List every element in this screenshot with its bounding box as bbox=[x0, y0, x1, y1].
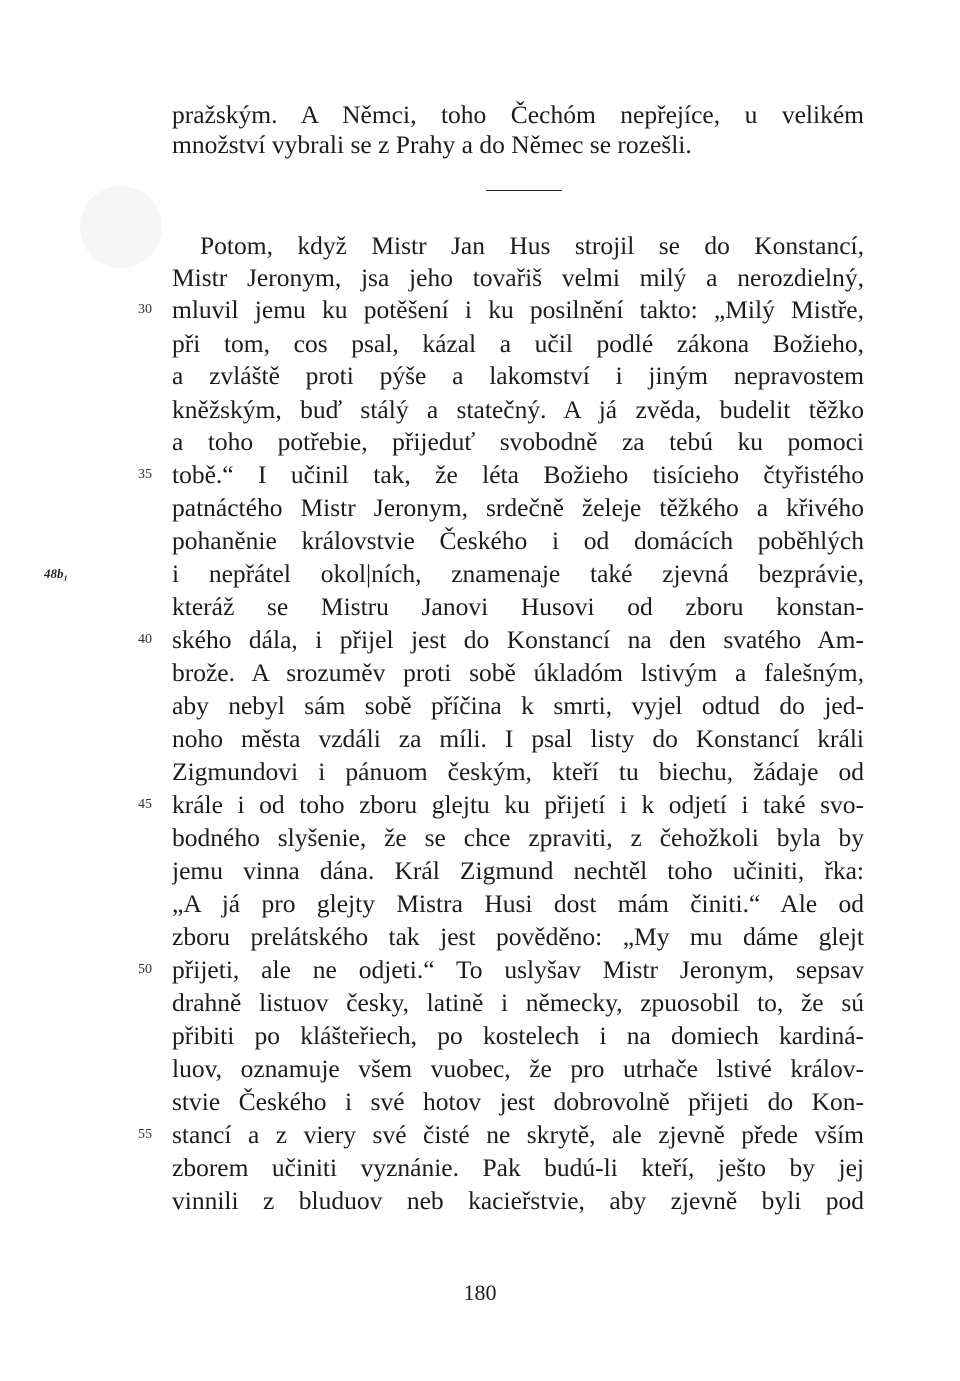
line-number: 35 bbox=[138, 467, 152, 482]
text-line: kteráž se Mistru Janovi Husovi od zboru konstan- bbox=[172, 592, 864, 621]
page-stain bbox=[80, 186, 162, 268]
text-line: pražským. A Němci, toho Čechóm nepřejíce, u velikém bbox=[172, 100, 864, 129]
text-line: tobě.“ I učinil tak, že léta Božieho tisícieho čtyřistého bbox=[172, 460, 864, 489]
text-line: stvie Českého i své hotov jest dobrovolně přijeti do Kon- bbox=[172, 1087, 864, 1116]
line-number: 55 bbox=[138, 1127, 152, 1142]
line-number: 40 bbox=[138, 632, 152, 647]
text-line: a zvláště proti pýše a lakomství i jiným nepravostem bbox=[172, 361, 864, 390]
text-line: krále i od toho zboru glejtu ku přijetí i k odjetí i také svo- bbox=[172, 790, 864, 819]
line-number: 30 bbox=[138, 302, 152, 317]
text-line: mluvil jemu ku potěšení i ku posilnění takto: „Milý Mistře, bbox=[172, 295, 864, 324]
text-line: při tom, cos psal, kázal a učil podlé zákona Božieho, bbox=[172, 329, 864, 358]
page-number: 180 bbox=[463, 1280, 497, 1305]
text-line: vinnili z bluduov neb kacieřstvie, aby zjevně byli pod bbox=[172, 1186, 864, 1215]
text-line: bodného slyšenie, že se chce zpraviti, z čehožkoli byla by bbox=[172, 823, 864, 852]
text-line: Mistr Jeronym, jsa jeho tovařiš velmi milý a nerozdielný, bbox=[172, 263, 864, 292]
text-line: patnáctého Mistr Jeronym, srdečně želeje těžkého a křivého bbox=[172, 493, 864, 522]
text-line: noho města vzdáli za míli. I psal listy do Konstancí králi bbox=[172, 724, 864, 753]
text-line: pohaněnie královstvie Českého i od domácích poběhlých bbox=[172, 526, 864, 555]
text-line: aby nebyl sám sobě příčina k smrti, vyjel odtud do jed- bbox=[172, 691, 864, 720]
text-line: drahně listuov česky, latině i německy, zpuosobil to, že sú bbox=[172, 988, 864, 1017]
text-line: brože. A srozuměv proti sobě úkladóm lstivým a falešným, bbox=[172, 658, 864, 687]
folio-reference: 48b₁ bbox=[44, 566, 69, 581]
text-line: ského dála, i přijel jest do Konstancí na den svatého Am- bbox=[172, 625, 864, 654]
line-number: 45 bbox=[138, 797, 152, 812]
text-line: a toho potřebie, přijeduť svobodně za tebú ku pomoci bbox=[172, 427, 864, 456]
text-line: luov, oznamuje všem vuobec, že pro utrhače lstivé králov- bbox=[172, 1054, 864, 1083]
text-line: zboru prelátského tak jest pověděno: „My mu dáme glejt bbox=[172, 922, 864, 951]
text-line: Zigmundovi i pánuom českým, kteří tu biechu, žádaje od bbox=[172, 757, 864, 786]
text-line: „A já pro glejty Mistra Husi dost mám činiti.“ Ale od bbox=[172, 889, 864, 918]
text-line: i nepřátel okol|ních, znamenaje také zjevná bezprávie, bbox=[172, 559, 864, 588]
section-divider bbox=[486, 190, 562, 191]
text-line: přibiti po klášteřiech, po kostelech i na domiech kardiná- bbox=[172, 1021, 864, 1050]
text-line: množství vybrali se z Prahy a do Němec se rozešli. bbox=[172, 130, 692, 159]
text-line: zborem učiniti vyznánie. Pak budú-li kteří, ješto by jej bbox=[172, 1153, 864, 1182]
line-number: 50 bbox=[138, 962, 152, 977]
text-line: kněžským, buď stálý a statečný. A já zvěda, budelit těžko bbox=[172, 395, 864, 424]
text-line: přijeti, ale ne odjeti.“ To uslyšav Mistr Jeronym, sepsav bbox=[172, 955, 864, 984]
text-line: Potom, když Mistr Jan Hus strojil se do Konstancí, bbox=[200, 231, 864, 260]
text-line: jemu vinna dána. Král Zigmund nechtěl toho učiniti, řka: bbox=[172, 856, 864, 885]
text-line: stancí a z viery své čisté ne skrytě, ale zjevně přede vším bbox=[172, 1120, 864, 1149]
